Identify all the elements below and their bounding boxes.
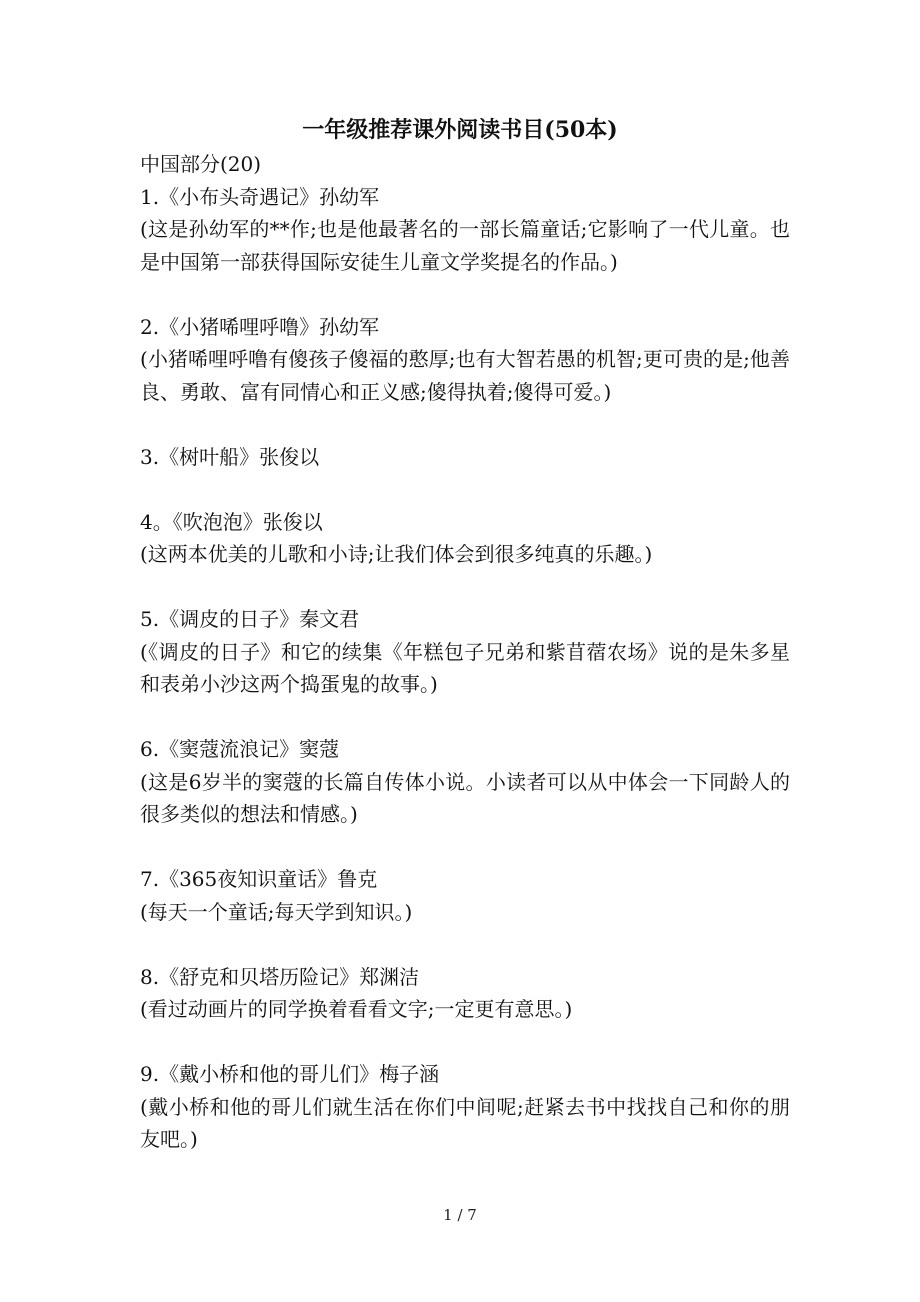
book-heading: 5.《调皮的日子》秦文君	[140, 607, 360, 631]
section-heading: 中国部分(20)	[140, 152, 262, 176]
book-entry-7	[140, 863, 790, 928]
book-entry-5	[140, 603, 790, 701]
book-heading: 1.《小布头奇遇记》孙幼军	[140, 184, 380, 209]
book-entry-2	[140, 311, 790, 409]
book-description: (每天一个童话;每天学到知识。)	[140, 899, 413, 924]
book-entry-3	[140, 441, 790, 474]
book-entry-6	[140, 733, 790, 831]
page-indicator: 1 / 7	[443, 1206, 477, 1224]
book-description: (戴小桥和他的哥儿们就生活在你们中间呢;赶紧去书中找找自己和你的朋友吧。)	[140, 1094, 790, 1151]
document-content	[140, 148, 790, 1188]
document-title: 一年级推荐课外阅读书目(50本)	[302, 117, 618, 143]
book-heading: 9.《戴小桥和他的哥儿们》梅子涵	[140, 1062, 440, 1086]
book-entry-9	[140, 1058, 790, 1156]
book-heading: 6.《窦蔻流浪记》窦蔻	[140, 737, 340, 761]
book-description: (《调皮的日子》和它的续集《年糕包子兄弟和紫苜蓿农场》说的是朱多星和表弟小沙这两个捣蛋鬼的故事。)	[140, 639, 790, 696]
book-description: (这是6岁半的窦蔻的长篇自传体小说。小读者可以从中体会一下同龄人的很多类似的想法和情感。)	[140, 769, 790, 826]
book-heading: 8.《舒克和贝塔历险记》郑渊洁	[140, 964, 420, 989]
book-description: (小猪唏哩呼噜有傻孩子傻福的憨厚;也有大智若愚的机智;更可贵的是;他善良、勇敢、富有同情心和正义感;傻得执着;傻得可爱。)	[140, 347, 790, 404]
book-heading: 4。《吹泡泡》张俊以	[140, 509, 323, 534]
book-description: (这两本优美的儿歌和小诗;让我们体会到很多纯真的乐趣。)	[140, 542, 653, 566]
book-entry-1	[140, 181, 790, 279]
book-heading: 3.《树叶船》张俊以	[140, 444, 320, 469]
book-heading: 2.《小猪唏哩呼噜》孙幼军	[140, 314, 380, 339]
book-description: (看过动画片的同学换着看看文字;一定更有意思。)	[140, 997, 573, 1021]
book-entry-4	[140, 506, 790, 571]
book-heading: 7.《365夜知识童话》鲁克	[140, 867, 378, 891]
book-description: (这是孙幼军的**作;也是他最著名的一部长篇童话;它影响了一代儿童。也是中国第一部获得国际安徒生儿童文学奖提名的作品。)	[140, 217, 790, 274]
book-entry-8	[140, 961, 790, 1026]
